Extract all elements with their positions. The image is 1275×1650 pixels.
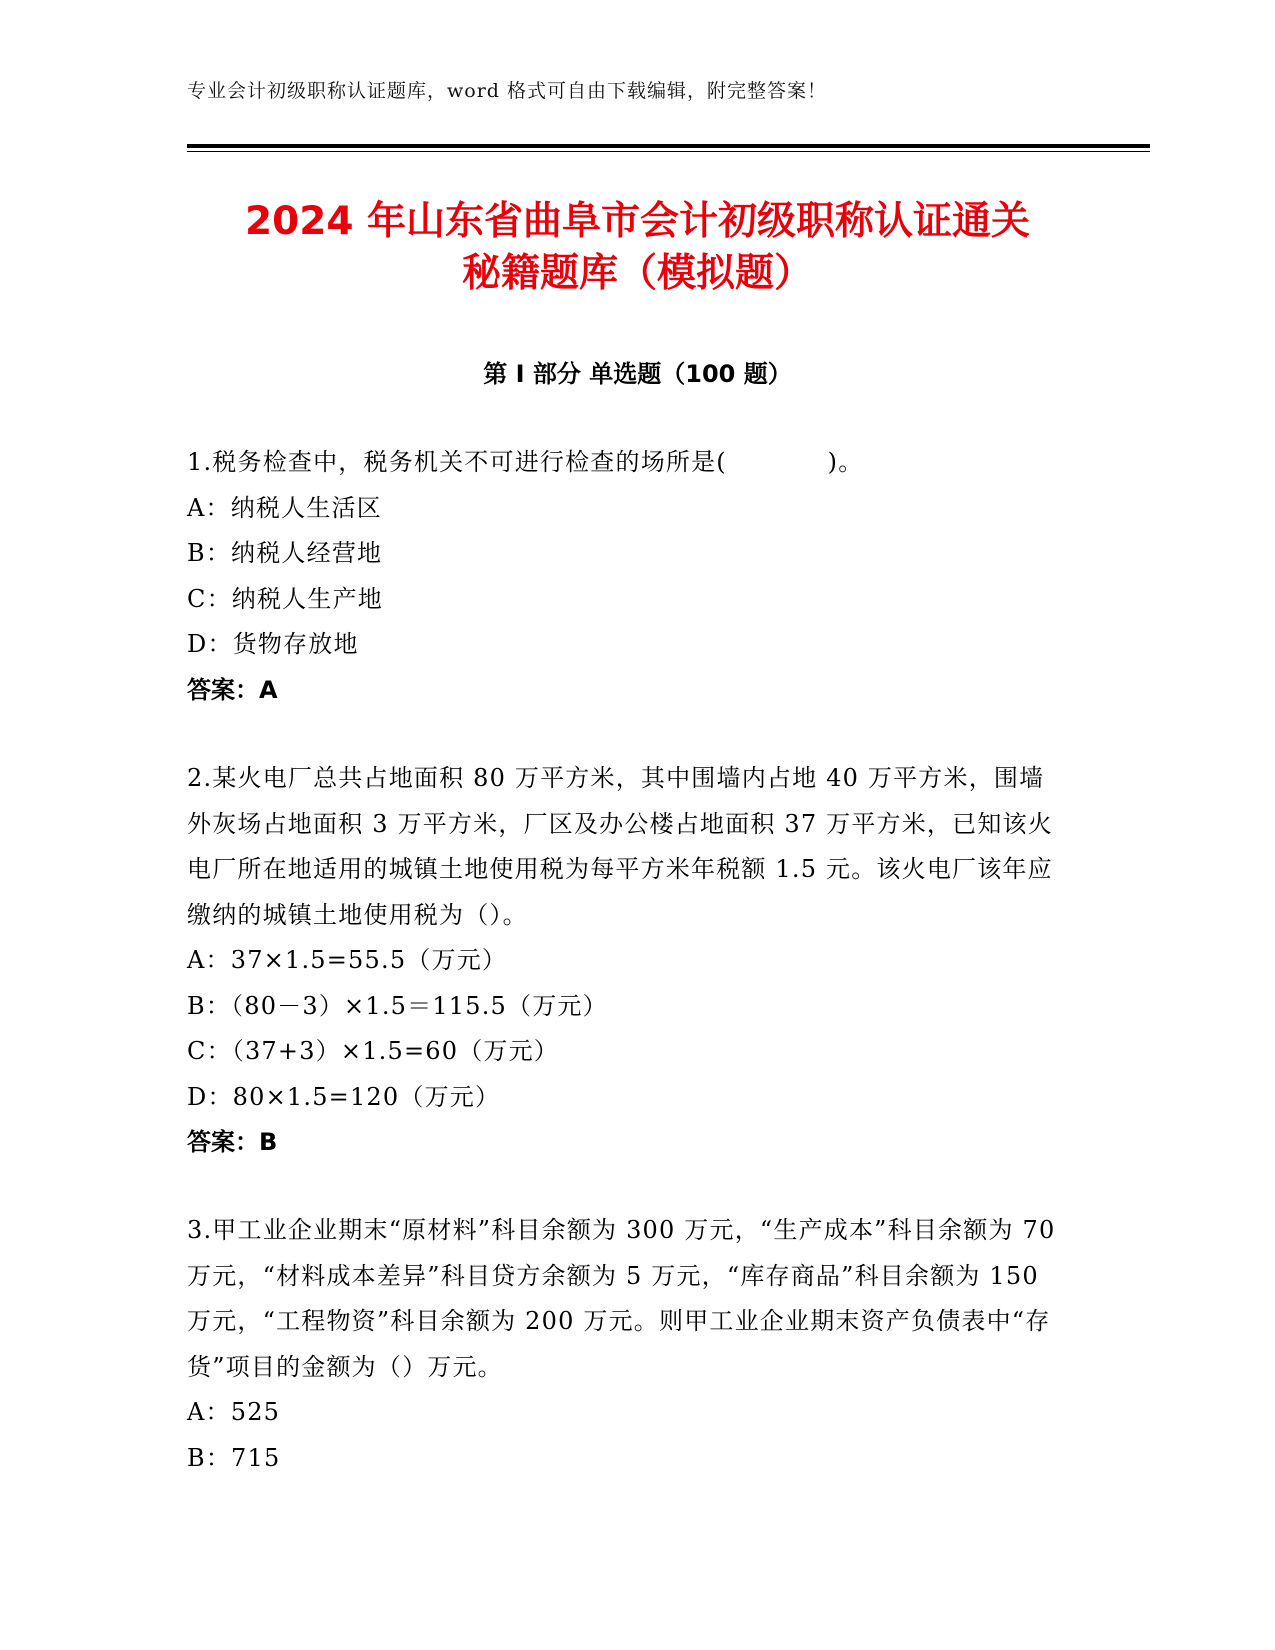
question-3 (187, 1208, 1067, 1481)
question-1 (187, 440, 1067, 713)
title-line-1: 2024 年山东省曲阜市会计初级职称认证通关 (244, 199, 1031, 244)
document-title (150, 196, 1125, 300)
title-line-2: 秘籍题库（模拟题） (461, 251, 813, 296)
question-text: 1.税务检查中，税务机关不可进行检查的场所是( )。 (187, 448, 864, 476)
question-text: 2.某火电厂总共占地面积 80 万平方米，其中围墙内占地 40 万平方米，围墙外灰场占地面积 3 万平方米，厂区及办公楼占地面积 37 万平方米，已知该火电厂所在地适用的城镇土地使用税为每平方米年税额 1.5 元。该火电厂该年应缴纳的城镇土地使用税为（）。 (187, 764, 1053, 929)
option-c: C：纳税人生产地 (187, 584, 383, 613)
option-a: A：525 (187, 1398, 281, 1426)
option-a: A：纳税人生活区 (187, 493, 382, 522)
question-text: 3.甲工业企业期末“原材料”科目余额为 300 万元，“生产成本”科目余额为 70 万元，“材料成本差异”科目贷方余额为 5 万元，“库存商品”科目余额为 150 万元，“工程物资”科目余额为 200 万元。则甲工业企业期末资产负债表中“存货”项目的金额为（）万元。 (187, 1216, 1056, 1381)
header-rule-thin (187, 151, 1150, 152)
option-b: B：715 (187, 1443, 281, 1472)
option-d: D：货物存放地 (187, 630, 359, 658)
section-heading: 第 I 部分 单选题（100 题） (483, 360, 792, 388)
option-b: B：（80－3）×1.5＝115.5（万元） (187, 991, 608, 1020)
option-c: C：（37+3）×1.5=60（万元） (187, 1037, 560, 1065)
answer: 答案：A (187, 675, 278, 704)
header-note: 专业会计初级职称认证题库，word 格式可自由下载编辑，附完整答案！ (187, 80, 827, 102)
option-a: A：37×1.5=55.5（万元） (187, 946, 508, 974)
answer: 答案：B (187, 1128, 278, 1156)
option-d: D：80×1.5=120（万元） (187, 1082, 501, 1111)
option-b: B：纳税人经营地 (187, 539, 383, 567)
header-rule-thick (187, 144, 1150, 148)
question-2 (187, 756, 1067, 1166)
